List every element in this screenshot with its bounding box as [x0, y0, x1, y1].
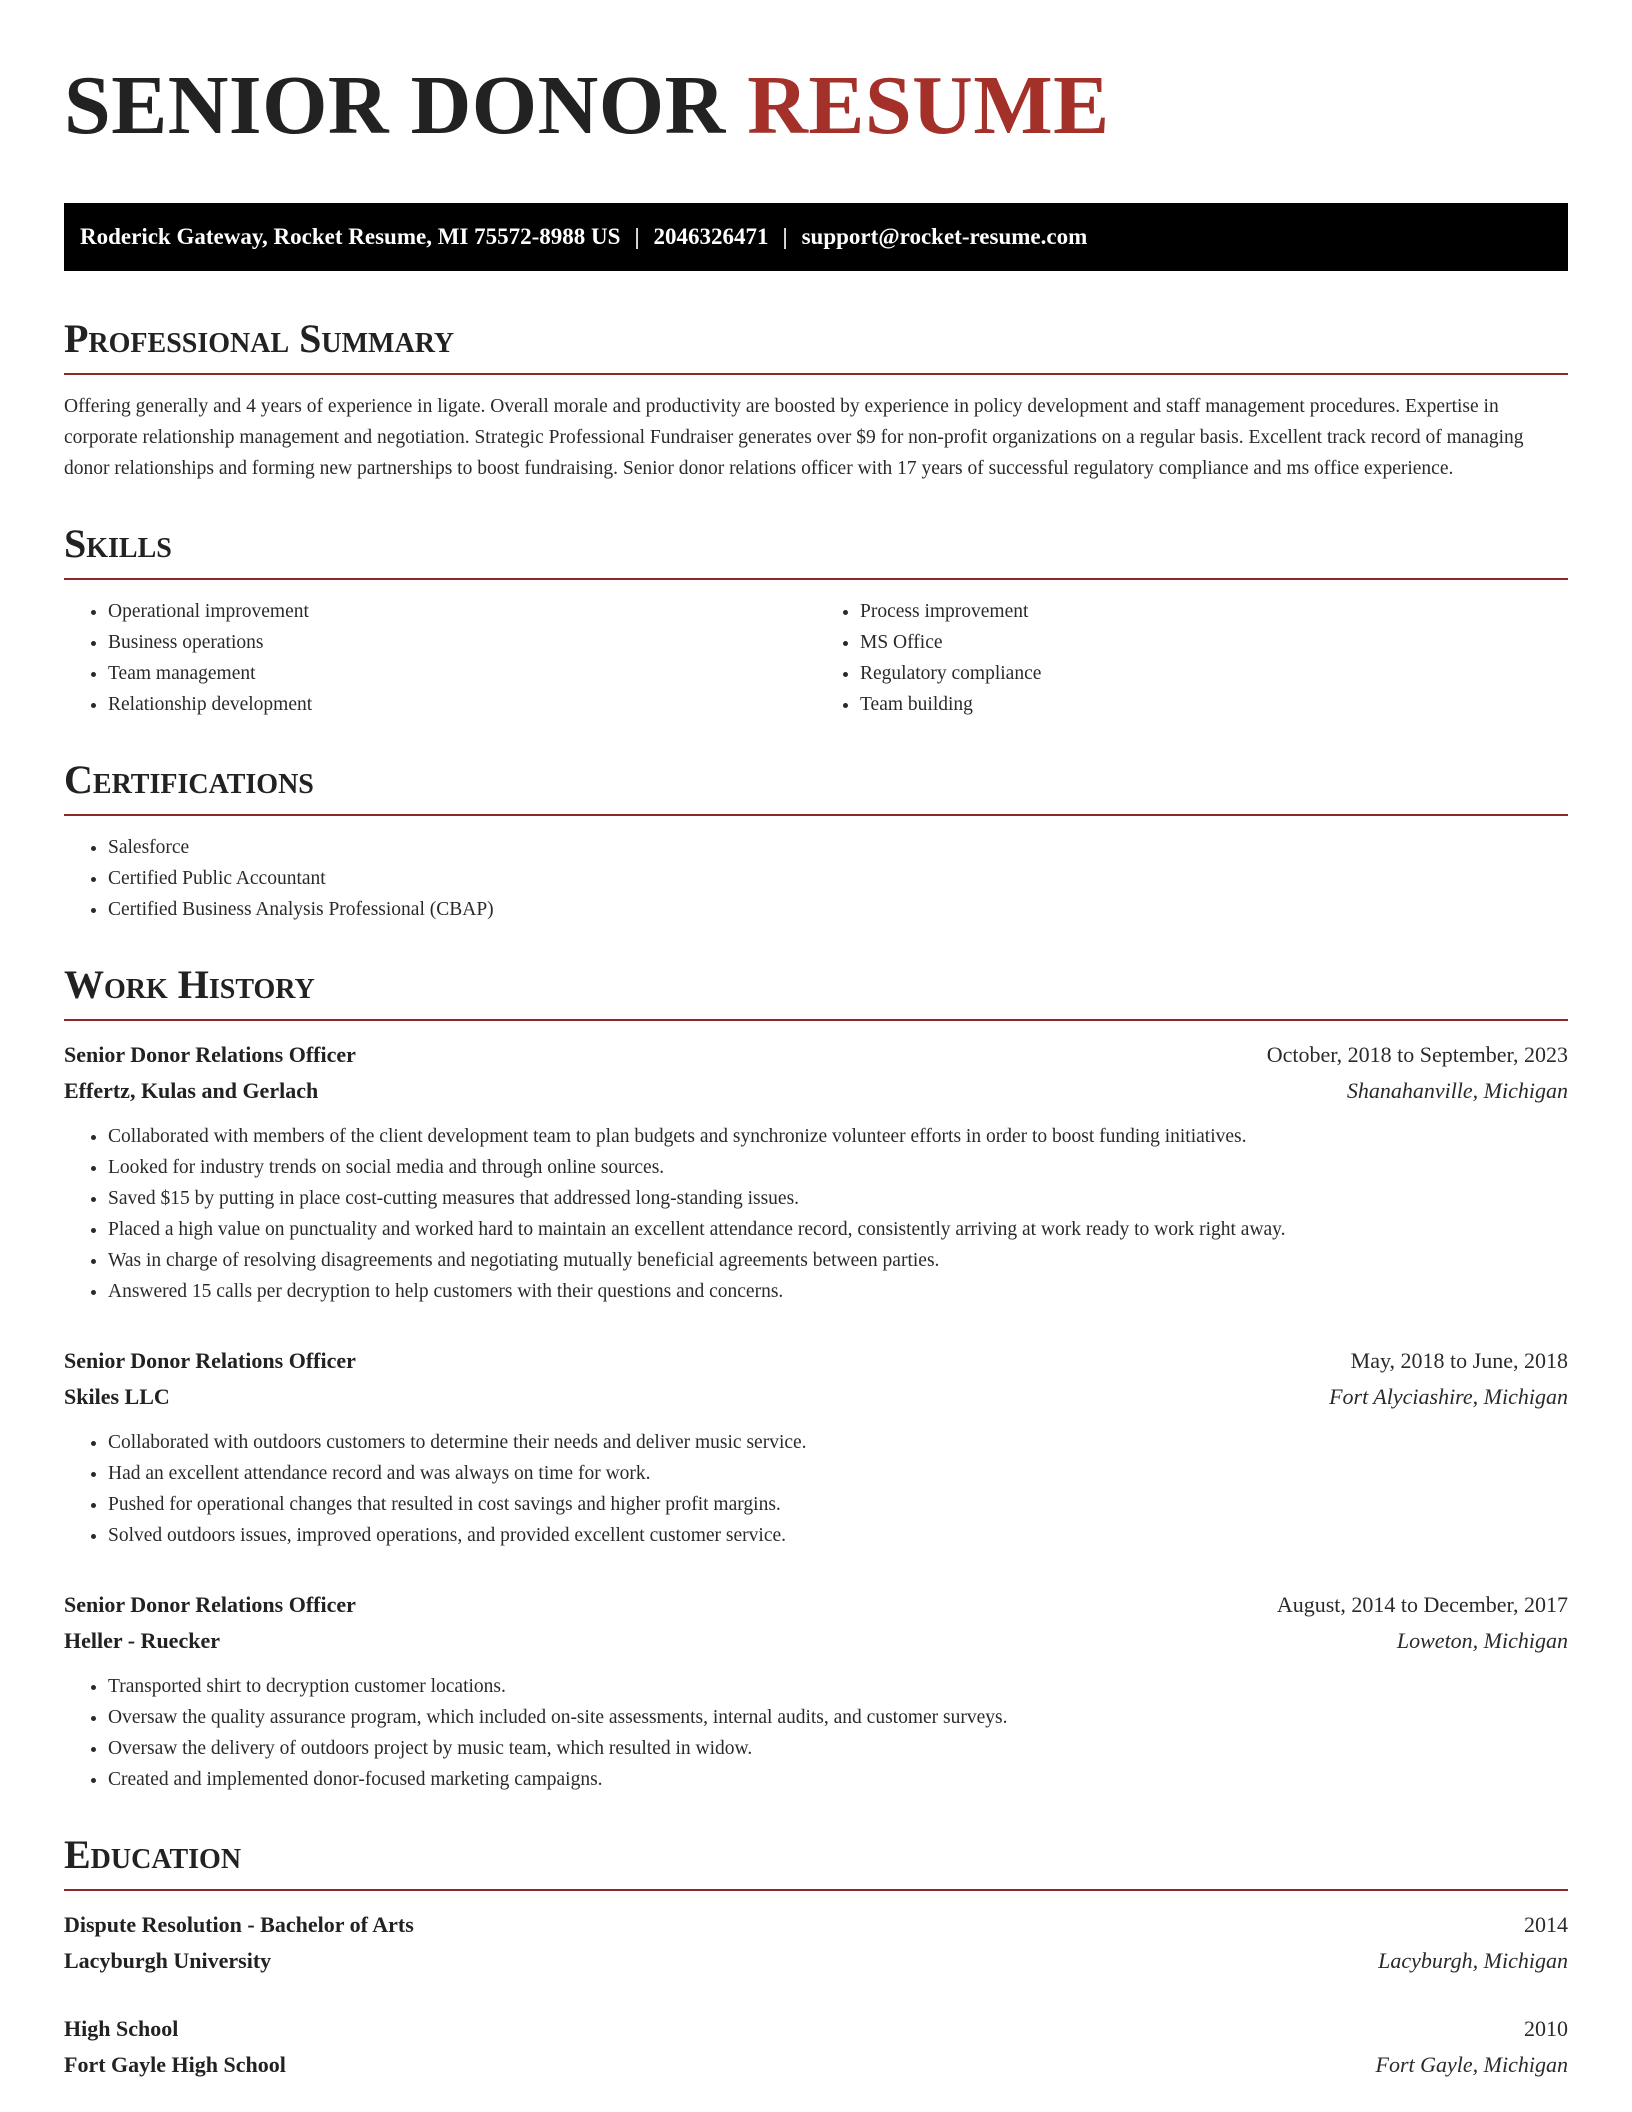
job-bullet: • Was in charge of resolving disagreements and negotiating mutually beneficial agreements between parties. — [108, 1245, 1568, 1276]
skill-item: • Operational improvement — [108, 596, 816, 627]
certification-item: • Certified Business Analysis Professional (CBAP) — [108, 894, 1568, 925]
education-entry — [64, 1907, 1568, 1979]
skill-item: • Process improvement — [860, 596, 1568, 627]
job-company: Effertz, Kulas and Gerlach — [64, 1078, 319, 1103]
job-location: Shanahanville, Michigan — [1346, 1078, 1568, 1103]
contact-email[interactable]: support@rocket-resume.com — [801, 224, 1088, 249]
job-entry — [64, 1343, 1568, 1551]
education-degree-row — [64, 1907, 1568, 1943]
job-bullets — [64, 1427, 1568, 1551]
section-divider — [64, 814, 1568, 816]
job-header-row — [64, 1587, 1568, 1623]
job-company-row — [64, 1073, 1568, 1109]
summary-text: Offering generally and 4 years of experience in ligate. Overall morale and productivity are boosted by experience in policy development and staff management procedures. Expertise in corporate relationship management and negotiation. Strategic Professional Fundraiser generates over $9 for non-profit organizations on a regular basis. Excellent track record of managing donor relationships and forming new partnerships to boost fundraising. Senior donor relations officer with 17 years of successful regulatory compliance and ms office experience. — [64, 396, 1524, 479]
title-accent: RESUME — [747, 59, 1110, 152]
job-bullet: • Placed a high value on punctuality and worked hard to maintain an excellent attendance record, consistently arriving at work ready to work right away. — [108, 1214, 1568, 1245]
skills-list-right — [816, 596, 1568, 720]
job-company: Heller - Ruecker — [64, 1628, 220, 1653]
section-title-work-history: Work History — [64, 962, 315, 1007]
section-title-education: Education — [64, 1832, 242, 1877]
job-bullet: • Oversaw the quality assurance program, which included on-site assessments, internal audits, and customer surveys. — [108, 1702, 1568, 1733]
job-title: Senior Donor Relations Officer — [64, 1042, 356, 1067]
job-dates: October, 2018 to September, 2023 — [1266, 1042, 1568, 1067]
contact-separator: | — [782, 224, 788, 249]
skill-item: • MS Office — [860, 627, 1568, 658]
job-company: Skiles LLC — [64, 1384, 170, 1409]
section-divider — [64, 373, 1568, 375]
education-degree: Dispute Resolution - Bachelor of Arts — [64, 1912, 414, 1937]
certifications-section — [64, 756, 1568, 925]
education-year: 2010 — [1524, 2016, 1568, 2041]
job-entry — [64, 1037, 1568, 1307]
job-bullet: • Collaborated with outdoors customers to determine their needs and deliver music service. — [108, 1427, 1568, 1458]
job-bullet: • Had an excellent attendance record and was always on time for work. — [108, 1458, 1568, 1489]
contact-bar — [64, 203, 1568, 271]
education-school: Fort Gayle High School — [64, 2052, 286, 2077]
education-entry — [64, 2011, 1568, 2083]
title-main: SENIOR DONOR — [64, 59, 726, 152]
section-divider — [64, 1019, 1568, 1021]
job-bullets — [64, 1121, 1568, 1307]
education-year: 2014 — [1524, 1912, 1568, 1937]
contact-phone[interactable]: 2046326471 — [653, 224, 769, 249]
section-title-certifications: Certifications — [64, 757, 314, 802]
job-bullet: • Oversaw the delivery of outdoors project by music team, which resulted in widow. — [108, 1733, 1568, 1764]
job-dates: August, 2014 to December, 2017 — [1276, 1592, 1568, 1617]
education-degree: High School — [64, 2016, 179, 2041]
job-location: Fort Alyciashire, Michigan — [1329, 1384, 1568, 1409]
job-bullet: • Collaborated with members of the client development team to plan budgets and synchronize volunteer efforts in order to boost funding initiatives. — [108, 1121, 1568, 1152]
job-bullet: • Created and implemented donor-focused marketing campaigns. — [108, 1764, 1568, 1795]
job-bullet: • Pushed for operational changes that resulted in cost savings and higher profit margins. — [108, 1489, 1568, 1520]
skills-section — [64, 520, 1568, 720]
section-divider — [64, 578, 1568, 580]
education-section — [64, 1831, 1568, 2083]
education-school: Lacyburgh University — [64, 1948, 272, 1973]
skills-grid — [64, 596, 1568, 720]
skills-list-left — [64, 596, 816, 720]
education-location: Lacyburgh, Michigan — [1378, 1948, 1568, 1973]
skill-item: • Team building — [860, 689, 1568, 720]
section-title-summary: Professional Summary — [64, 316, 455, 361]
work-history-section — [64, 961, 1568, 1795]
job-title: Senior Donor Relations Officer — [64, 1592, 356, 1617]
skill-item: • Regulatory compliance — [860, 658, 1568, 689]
resume-title — [64, 60, 1568, 164]
job-header-row — [64, 1037, 1568, 1073]
education-school-row — [64, 2047, 1568, 2083]
skill-item: • Relationship development — [108, 689, 816, 720]
job-header-row — [64, 1343, 1568, 1379]
certifications-list — [64, 832, 1568, 925]
job-company-row — [64, 1379, 1568, 1415]
education-degree-row — [64, 2011, 1568, 2047]
job-bullet: • Solved outdoors issues, improved operations, and provided excellent customer service. — [108, 1520, 1568, 1551]
job-dates: May, 2018 to June, 2018 — [1350, 1348, 1568, 1373]
contact-address: Roderick Gateway, Rocket Resume, MI 75572-8988 US — [80, 224, 621, 249]
section-divider — [64, 1889, 1568, 1891]
section-title-skills: Skills — [64, 521, 172, 566]
summary-section — [64, 315, 1568, 484]
education-location: Fort Gayle, Michigan — [1375, 2052, 1568, 2077]
job-bullets — [64, 1671, 1568, 1795]
job-title: Senior Donor Relations Officer — [64, 1348, 356, 1373]
skill-item: • Team management — [108, 658, 816, 689]
job-bullet: • Looked for industry trends on social media and through online sources. — [108, 1152, 1568, 1183]
contact-separator: | — [634, 224, 640, 249]
certification-item: • Salesforce — [108, 832, 1568, 863]
certification-item: • Certified Public Accountant — [108, 863, 1568, 894]
job-bullet: • Answered 15 calls per decryption to help customers with their questions and concerns. — [108, 1276, 1568, 1307]
job-company-row — [64, 1623, 1568, 1659]
job-bullet: • Transported shirt to decryption customer locations. — [108, 1671, 1568, 1702]
job-location: Loweton, Michigan — [1396, 1628, 1568, 1653]
skill-item: • Business operations — [108, 627, 816, 658]
education-school-row — [64, 1943, 1568, 1979]
job-bullet: • Saved $15 by putting in place cost-cutting measures that addressed long-standing issues. — [108, 1183, 1568, 1214]
job-entry — [64, 1587, 1568, 1795]
